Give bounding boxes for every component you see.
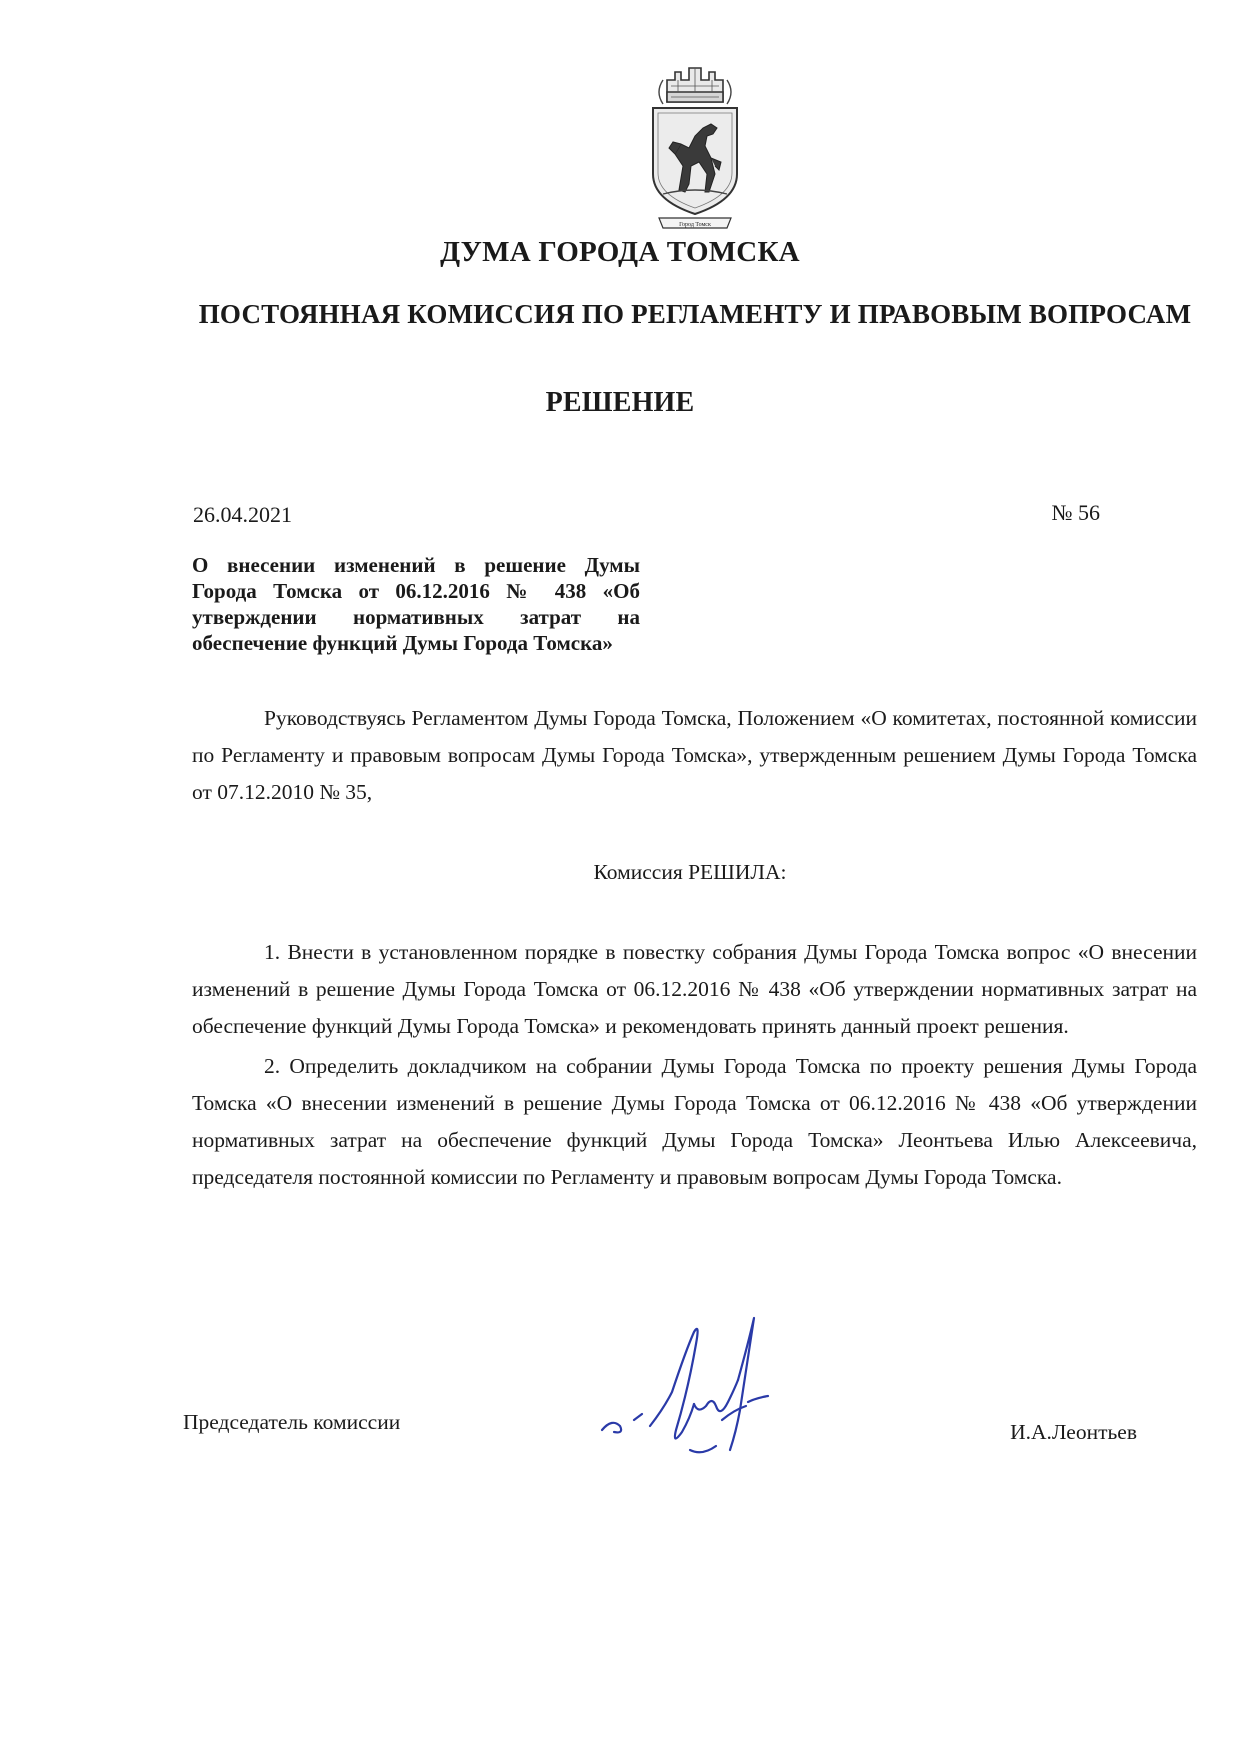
emblem-ribbon-text: Город Томск	[679, 222, 711, 228]
document-date: 26.04.2021	[193, 502, 292, 527]
decision-heading: Комиссия РЕШИЛА:	[593, 860, 787, 884]
duma-title: ДУМА ГОРОДА ТОМСКА	[440, 236, 800, 268]
tomsk-coat-of-arms-icon	[645, 62, 745, 232]
document-subject: О внесении изменений в решение Думы Города Томска от 06.12.2016 № 438 «Об утверждении нормативных затрат на обеспечение функций Думы Города Томска»	[192, 553, 640, 655]
decision-items	[192, 934, 1197, 1196]
preamble-text: Руководствуясь Регламентом Думы Города Томска, Положением «О комитетах, постоянной комиссии по Регламенту и правовым вопросам Думы Города Томска», утвержденным решением Думы Города Томска от 07.12.2010 № 35,	[192, 706, 1197, 804]
document-type-title: РЕШЕНИЕ	[545, 387, 695, 418]
signatory-position: Председатель комиссии	[183, 1410, 401, 1434]
preamble	[192, 700, 1197, 811]
document-number: № 56	[1051, 500, 1100, 525]
decision-item: 1. Внести в установленном порядке в повестку собрания Думы Города Томска вопрос «О внесении изменений в решение Думы Города Томска от 06.12.2016 № 438 «Об утверждении нормативных затрат на обеспечение функций Думы Города Томска» и рекомендовать принять данный проект решения.	[192, 940, 1197, 1038]
decision-item: 2. Определить докладчиком на собрании Думы Города Томска по проекту решения Думы Города Томска «О внесении изменений в решение Думы Города Томска от 06.12.2016 № 438 «Об утверждении нормативных затрат на обеспечение функций Думы Города Томска» Леонтьева Илью Алексеевича, председателя постоянной комиссии по Регламенту и правовым вопросам Думы Города Томска.	[192, 1054, 1197, 1189]
handwritten-signature-icon	[598, 1310, 828, 1470]
signatory-name: И.А.Леонтьев	[1010, 1420, 1137, 1444]
commission-title: ПОСТОЯННАЯ КОМИССИЯ ПО РЕГЛАМЕНТУ И ПРАВОВЫМ ВОПРОСАМ	[198, 299, 1192, 329]
